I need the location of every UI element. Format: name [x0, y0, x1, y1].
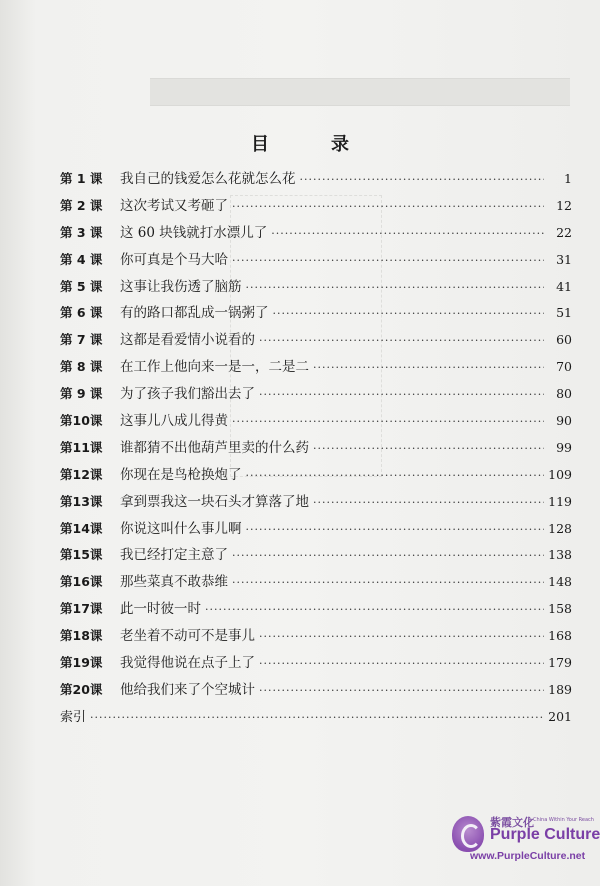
toc-row: [60, 193, 572, 220]
toc-heading: 目 录: [251, 134, 371, 155]
lesson-number: 第 2 课: [60, 197, 103, 213]
leader-dots: [232, 543, 544, 570]
toc-row: [60, 327, 572, 354]
page-number: 90: [556, 413, 572, 429]
watermark-logo: [452, 812, 600, 868]
toc-row: [60, 220, 572, 247]
toc-row: [60, 542, 572, 569]
leader-dots: [90, 705, 544, 732]
lesson-title: 有的路口都乱成一锅粥了: [120, 305, 269, 322]
lesson-title: 这 60 块钱就打水漂儿了: [120, 224, 268, 241]
leader-dots: [246, 275, 545, 302]
lesson-number: 第15课: [60, 547, 103, 563]
lesson-title: 我自己的钱爱怎么花就怎么花: [120, 171, 296, 187]
toc-row: [60, 462, 572, 489]
lesson-number: 第10课: [60, 413, 103, 429]
page-number: 168: [548, 628, 572, 644]
page-number: 119: [548, 493, 572, 509]
lesson-title: 这事儿八成儿得黄: [120, 413, 228, 430]
page-number: 70: [556, 359, 572, 375]
toc-row: [60, 677, 572, 704]
toc-row: [60, 650, 572, 677]
leader-dots: [232, 409, 544, 436]
lesson-title: 你说这叫什么事儿啊: [120, 520, 242, 537]
page-number: 1: [564, 171, 572, 186]
leader-dots: [259, 382, 544, 409]
lesson-title: 那些菜真不敢恭维: [120, 574, 228, 591]
toc-row: [60, 623, 572, 650]
lesson-number: 第 3 课: [60, 224, 103, 240]
toc-row: [60, 354, 572, 381]
page-number: 148: [548, 574, 572, 590]
table-of-contents: [60, 166, 572, 731]
lesson-title: 你可真是个马大哈: [120, 251, 228, 268]
toc-row: [60, 300, 572, 327]
lesson-title: 老坐着不动可不是事儿: [120, 628, 255, 645]
page-number: 12: [556, 197, 572, 213]
toc-row: [60, 408, 572, 435]
lesson-title: 你现在是鸟枪换炮了: [120, 466, 242, 483]
lesson-number: 第 1 课: [60, 171, 103, 186]
lesson-number: 第18课: [60, 628, 103, 644]
toc-row: [60, 516, 572, 543]
toc-row: [60, 596, 572, 623]
leader-dots: [246, 517, 545, 544]
lesson-number: 第11课: [60, 439, 103, 455]
page-number: 201: [548, 708, 572, 724]
lesson-number: 第 9 课: [60, 386, 103, 402]
toc-row: [60, 435, 572, 462]
lesson-number: 第20课: [60, 681, 103, 697]
toc-row: [60, 274, 572, 301]
lesson-number: 第17课: [60, 601, 103, 617]
leader-dots: [246, 463, 545, 490]
toc-row: [60, 489, 572, 516]
bleed-through-band: [150, 78, 570, 106]
lesson-title: 此一时彼一时: [120, 601, 201, 618]
lesson-title: 谁都猜不出他葫芦里卖的什么药: [120, 439, 309, 456]
lesson-number: 第 7 课: [60, 332, 103, 348]
leader-dots: [313, 436, 544, 463]
watermark-name: Purple Culture: [490, 826, 600, 843]
leader-dots: [271, 221, 544, 248]
page-number: 60: [556, 332, 572, 348]
lesson-title: 我觉得他说在点子上了: [120, 655, 255, 672]
page-number: 51: [556, 305, 572, 321]
leader-dots: [273, 301, 545, 328]
lesson-number: 第13课: [60, 493, 103, 509]
page-number: 99: [556, 439, 572, 455]
leader-dots: [232, 248, 544, 275]
lesson-number: 第12课: [60, 466, 103, 482]
purple-culture-seal-icon: [452, 816, 484, 852]
index-title: 索引: [60, 709, 87, 725]
lesson-number: 第 8 课: [60, 359, 103, 375]
lesson-number: 第 4 课: [60, 251, 103, 267]
leader-dots: [232, 194, 544, 221]
page-number: 80: [556, 386, 572, 402]
leader-dots: [205, 597, 544, 624]
watermark-tagline: A China Within Your Reach: [528, 817, 594, 823]
lesson-title: 为了孩子我们豁出去了: [120, 386, 255, 403]
watermark-chinese: 紫霞文化: [490, 816, 534, 829]
leader-dots: [259, 328, 544, 355]
page-number: 158: [548, 601, 572, 617]
lesson-number: 第 6 课: [60, 305, 103, 321]
page-number: 128: [548, 520, 572, 536]
lesson-number: 第14课: [60, 520, 103, 536]
toc-row: [60, 381, 572, 408]
leader-dots: [313, 490, 544, 517]
toc-row: [60, 247, 572, 274]
leader-dots: [259, 651, 544, 678]
page-number: 189: [548, 681, 572, 697]
page-number: 138: [548, 547, 572, 563]
leader-dots: [232, 570, 544, 597]
lesson-title: 我已经打定主意了: [120, 547, 228, 564]
toc-index-row: [60, 704, 572, 731]
lesson-number: 第 5 课: [60, 278, 103, 294]
watermark-url: www.PurpleCulture.net: [470, 850, 586, 862]
toc-row: [60, 166, 572, 193]
leader-dots: [259, 678, 544, 705]
page-number: 41: [556, 278, 572, 294]
leader-dots: [259, 624, 544, 651]
lesson-title: 拿到票我这一块石头才算落了地: [120, 493, 309, 510]
lesson-title: 这事让我伤透了脑筋: [120, 278, 242, 295]
lesson-title: 在工作上他向来一是一，二是二: [120, 359, 309, 376]
leader-dots: [313, 355, 544, 382]
lesson-title: 这次考试又考砸了: [120, 197, 228, 214]
lesson-title: 这都是看爱情小说看的: [120, 332, 255, 349]
page-number: 31: [556, 251, 572, 267]
lesson-title: 他给我们来了个空城计: [120, 681, 255, 698]
toc-row: [60, 569, 572, 596]
leader-dots: [300, 167, 545, 194]
lesson-number: 第19课: [60, 655, 103, 671]
page-number: 179: [548, 655, 572, 671]
page-number: 109: [548, 466, 572, 482]
lesson-number: 第16课: [60, 574, 103, 590]
page-number: 22: [556, 224, 572, 240]
